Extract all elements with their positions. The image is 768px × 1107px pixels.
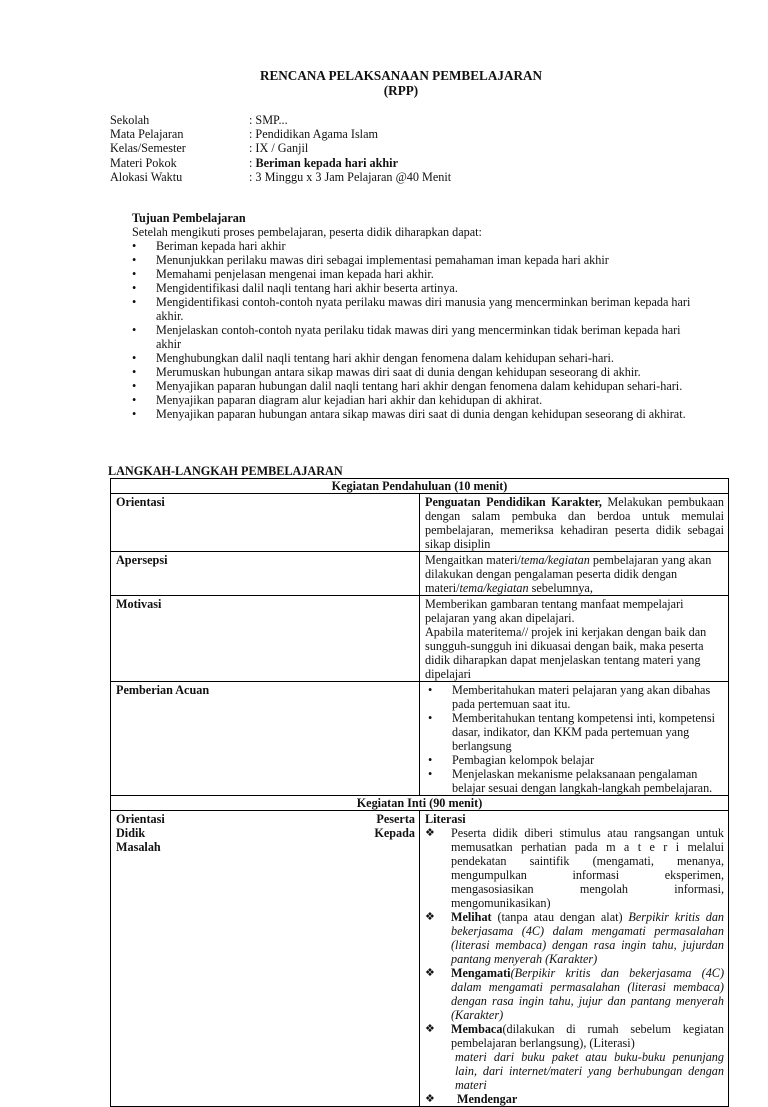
goals-intro: Setelah mengikuti proses pembelajaran, peserta didik diharapkan dapat: bbox=[132, 225, 482, 239]
list-item: • Menjelaskan contoh-contoh nyata perilaku tidak mawas diri yang mencerminkan tidak beriman kepada hari akhir bbox=[132, 323, 681, 351]
row-content-apersepsi: Mengaitkan materi/tema/kegiatan pembelajaran yang akan dilakukan dengan pengalaman peserta didik dengan materi/tema/kegiatan sebelumnya, bbox=[420, 552, 729, 596]
info-row-materi bbox=[110, 156, 451, 170]
steps-title: LANGKAH-LANGKAH PEMBELAJARAN bbox=[108, 464, 343, 478]
bullet-icon: • bbox=[428, 711, 433, 725]
info-value: : Pendidikan Agama Islam bbox=[249, 127, 378, 142]
list-item: • Menghubungkan dalil naqli tentang hari akhir dengan fenomena dalam kehidupan sehari-hari. bbox=[132, 351, 614, 365]
bullet-icon: • bbox=[428, 767, 433, 781]
table-row bbox=[111, 682, 729, 796]
list-item: • Memberitahukan materi pelajaran yang akan dibahas pada pertemuan saat itu. bbox=[428, 683, 711, 711]
list-item: • Memahami penjelasan mengenai iman kepada hari akhir. bbox=[132, 267, 434, 281]
melihat-item: ❖ Melihat (tanpa atau dengan alat) Berpikir kritis dan bekerjasama (4C) dalam mengamati permasalahan (literasi membaca) dengan rasa ingin tahu, jujurdan pantang menyerah (Karakter) bbox=[425, 910, 725, 966]
row-label-orientasi: Orientasi bbox=[111, 494, 420, 552]
bullet-icon: • bbox=[132, 407, 137, 421]
list-item: • Pembagian kelompok belajar bbox=[428, 753, 595, 767]
table-row bbox=[111, 796, 729, 811]
inti-header: Kegiatan Inti (90 menit) bbox=[111, 796, 729, 811]
list-item: • Menyajikan paparan hubungan dalil naqli tentang hari akhir dengan fenomena dalam kehidupan sehari-hari. bbox=[132, 379, 683, 393]
membaca-item: ❖ Membaca(dilakukan di rumah sebelum kegiatan pembelajaran berlangsung), (Literasi) bbox=[425, 1022, 724, 1050]
bullet-icon: • bbox=[428, 683, 433, 697]
info-label: Mata Pelajaran bbox=[110, 127, 184, 142]
row-content-inti bbox=[420, 811, 729, 1107]
acuan-list bbox=[425, 683, 724, 795]
info-row-waktu bbox=[110, 170, 451, 184]
list-item: • Menunjukkan perilaku mawas diri sebagai implementasi pemahaman iman kepada hari akhir bbox=[132, 253, 609, 267]
list-item: • Menjelaskan mekanisme pelaksanaan pengalaman belajar sesuai dengan langkah-langkah pembelajaran. bbox=[428, 767, 713, 795]
mendengar-item: ❖ Mendengar bbox=[425, 1092, 518, 1106]
row-label-motivasi: Motivasi bbox=[111, 596, 420, 682]
bullet-icon: • bbox=[132, 295, 137, 309]
goals-heading: Tujuan Pembelajaran bbox=[132, 211, 246, 225]
list-item: • Beriman kepada hari akhir bbox=[132, 239, 286, 253]
table-row bbox=[111, 552, 729, 596]
row-label-orientasi-masalah: Orientasi Peserta Didik Kepada Masalah bbox=[111, 811, 420, 1107]
info-value: Beriman kepada hari akhir bbox=[255, 155, 398, 170]
document-title: RENCANA PELAKSANAAN PEMBELAJARAN bbox=[259, 68, 543, 83]
row-label-apersepsi: Apersepsi bbox=[111, 552, 420, 596]
info-row-mapel bbox=[110, 127, 451, 141]
mengamati-item: ❖ Mengamati(Berpikir kritis dan bekerjasama (4C) dalam mengamati permasalahan (literasi membaca) dengan rasa ingin tahu, jujur dan pantang menyerah (Karakter) bbox=[425, 966, 724, 1022]
row-content-motivasi: Memberikan gambaran tentang manfaat mempelajari pelajaran yang akan dipelajari. Apabila materitema// projek ini kerjakan dengan baik dan sungguh-sungguh ini dikuasai dengan baik, maka peserta didik diharapkan dapat menjelaskan tentang materi yang dipelajari bbox=[420, 596, 729, 682]
diamond-icon: ❖ bbox=[425, 1022, 435, 1035]
list-item: • Mengidentifikasi contoh-contoh nyata perilaku mawas diri manusia yang mencerminkan beriman kepada hari akhir. bbox=[132, 295, 691, 323]
bullet-icon: • bbox=[132, 239, 137, 253]
bullet-icon: • bbox=[132, 393, 137, 407]
info-value: : 3 Minggu x 3 Jam Pelajaran @40 Menit bbox=[249, 169, 452, 184]
bullet-icon: • bbox=[132, 253, 137, 267]
bullet-icon: • bbox=[132, 351, 137, 365]
info-value: : IX / Ganjil bbox=[249, 141, 309, 156]
membaca-detail: materi dari buku paket atau buku-buku penunjang lain, dari internet/materi yang berhubungan dengan materi bbox=[455, 1050, 724, 1092]
info-label: Alokasi Waktu bbox=[110, 169, 183, 184]
row-content-orientasi: Penguatan Pendidikan Karakter, Melakukan pembukaan dengan salam pembuka dan berdoa untuk memulai pembelajaran, memeriksa kehadiran peserta didik sebagai sikap disiplin bbox=[420, 494, 729, 552]
info-block bbox=[110, 113, 451, 184]
list-item: • Menyajikan paparan diagram alur kejadian hari akhir dan kehidupan di akhirat. bbox=[132, 393, 543, 407]
info-row-sekolah bbox=[110, 113, 451, 127]
list-item: • Memberitahukan tentang kompetensi inti, kompetensi dasar, indikator, dan KKM pada pertemuan yang berlangsung bbox=[428, 711, 715, 753]
document-subtitle: (RPP) bbox=[383, 83, 419, 98]
info-row-kelas bbox=[110, 141, 451, 155]
bullet-icon: • bbox=[428, 753, 433, 767]
list-item: • Mengidentifikasi dalil naqli tentang hari akhir beserta artinya. bbox=[132, 281, 458, 295]
info-label: Sekolah bbox=[110, 113, 150, 127]
pendahuluan-header: Kegiatan Pendahuluan (10 menit) bbox=[111, 479, 729, 494]
bullet-icon: • bbox=[132, 281, 137, 295]
table-row bbox=[111, 596, 729, 682]
stimulus-item: ❖ Peserta didik diberi stimulus atau rangsangan untuk memusatkan perhatian pada m a t e r i melalui pendekatan saintifik (mengamati, menanya, mengumpulkan informasi eksperimen, mengasosiasikan mengolah informasi, mengomunikasikan) bbox=[425, 826, 724, 910]
literasi-label: Literasi bbox=[425, 812, 466, 826]
bullet-icon: • bbox=[132, 379, 137, 393]
table-row bbox=[111, 494, 729, 552]
diamond-icon: ❖ bbox=[425, 826, 435, 839]
table-row bbox=[111, 479, 729, 494]
learning-goals bbox=[132, 211, 702, 421]
bullet-icon: • bbox=[132, 267, 137, 281]
info-value: : SMP... bbox=[249, 113, 288, 127]
list-item: • Merumuskan hubungan antara sikap mawas diri saat di dunia dengan kehidupan seseorang di akhir. bbox=[132, 365, 641, 379]
info-value-prefix: : bbox=[249, 155, 256, 170]
info-label: Kelas/Semester bbox=[110, 141, 186, 156]
diamond-icon: ❖ bbox=[425, 1092, 435, 1105]
diamond-icon: ❖ bbox=[425, 910, 435, 923]
table-row bbox=[111, 811, 729, 1107]
steps-table bbox=[110, 478, 729, 1107]
diamond-icon: ❖ bbox=[425, 966, 435, 979]
bullet-icon: • bbox=[132, 323, 137, 337]
row-label-acuan: Pemberian Acuan bbox=[111, 682, 420, 796]
row-content-acuan bbox=[420, 682, 729, 796]
goals-list bbox=[132, 239, 702, 421]
list-item: • Menyajikan paparan hubungan antara sikap mawas diri saat di dunia dengan kehidupan seseorang di akhirat. bbox=[132, 407, 686, 421]
info-label: Materi Pokok bbox=[110, 155, 177, 170]
bullet-icon: • bbox=[132, 365, 137, 379]
